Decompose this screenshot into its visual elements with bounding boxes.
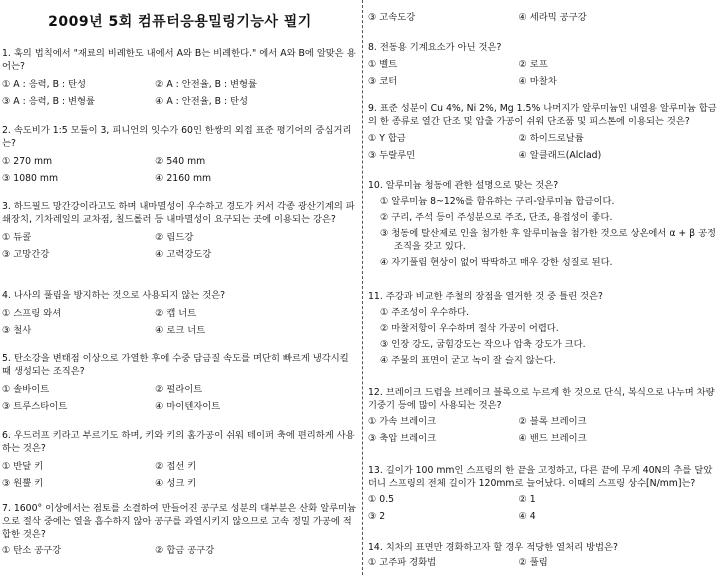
option-4[interactable]: ④ 4 [518, 511, 536, 522]
answer-options [368, 195, 718, 269]
question-13 [368, 464, 718, 523]
question-text: 1. 훅의 법칙에서 "재료의 비례한도 내에서 A와 B는 비례한다." 에서 A와 B에 알맞은 용어는? [2, 48, 356, 72]
option-2[interactable]: ② 림드강 [155, 232, 194, 243]
option-3[interactable]: ③ 인장 강도, 굽힘강도는 작으나 압축 강도가 크다. [380, 339, 586, 350]
answer-options [368, 556, 718, 569]
option-3[interactable]: ③ 청동에 탈산제로 인을 첨가한 후 알루미늄을 첨가한 것으로 상온에서 α + β 공정조직을 갖고 있다. [380, 228, 717, 252]
question-text: 4. 나사의 풀림을 방지하는 것으로 사용되지 않는 것은? [2, 290, 226, 301]
option-1[interactable]: ① 알루미늄 8~12%를 함유하는 구리-알루미늄 합금이다. [380, 196, 615, 207]
option-2[interactable]: ② 하이드로날륨 [518, 133, 584, 144]
question-5 [2, 352, 358, 413]
option-4[interactable]: ④ 밴드 브레이크 [518, 433, 587, 444]
answer-options [368, 493, 718, 523]
answer-options [2, 544, 358, 557]
option-2[interactable]: ② 풀림 [518, 557, 548, 568]
option-4[interactable]: ④ A : 안전율, B : 탄성 [155, 96, 249, 107]
option-3[interactable]: ③ 두랄루민 [368, 150, 416, 161]
option-2[interactable]: ② A : 안전율, B : 변형률 [155, 79, 257, 90]
question-4 [2, 289, 358, 337]
option-1[interactable]: ① 가속 브레이크 [368, 416, 437, 427]
option-2[interactable]: ② 펄라이트 [155, 384, 203, 395]
option-2[interactable]: ② 구리, 주석 등이 주성분으로 주조, 단조, 용접성이 좋다. [380, 212, 613, 223]
option-2[interactable]: ② 캡 너트 [155, 308, 197, 319]
answer-options [368, 11, 718, 24]
question-8 [368, 41, 718, 88]
question-12 [368, 386, 718, 445]
answer-options [2, 231, 358, 261]
question-text: 5. 탄소강을 변태점 이상으로 가열한 후에 수중 담금질 속도를 며단히 빠르게 냉각시킬 때 생성되는 조직은? [2, 353, 349, 377]
answer-options [368, 415, 718, 445]
option-4[interactable]: ④ 고력강도강 [155, 249, 212, 260]
question-text: 9. 표준 성분이 Cu 4%, Ni 2%, Mg 1.5% 나머지가 알루미늄인 내열용 알루미늄 합금의 한 종류로 열간 단조 및 압출 가공이 쉬워 단조품 및 피스톤에 이용되는 것은? [368, 103, 717, 127]
question-2 [2, 124, 358, 185]
option-1[interactable]: ① Y 합금 [368, 133, 406, 144]
answer-options [368, 306, 718, 367]
option-1[interactable]: ① A : 응력, B : 탄성 [2, 79, 86, 90]
question-text: 13. 길이가 100 mm인 스프링의 한 끝을 고정하고, 다른 끝에 무게 40N의 추를 달았더니 스프링의 전체 길이가 120mm로 늘어났다. 이때의 스프링 상수[N/mm]는? [368, 465, 713, 489]
option-2[interactable]: ② 합금 공구강 [155, 545, 215, 556]
option-1[interactable]: ① 고주파 경화법 [368, 557, 437, 568]
option-4[interactable]: ④ 마찰차 [518, 76, 557, 87]
answer-options [2, 307, 358, 337]
answer-options [2, 155, 358, 185]
option-3[interactable]: ③ 1080 mm [2, 173, 59, 184]
question-9 [368, 102, 718, 162]
answer-options [368, 58, 718, 88]
option-4[interactable]: ④ 주물의 표면이 굳고 녹이 잘 슬지 않는다. [380, 355, 556, 366]
option-2[interactable]: ② 블록 브레이크 [518, 416, 587, 427]
question-1 [2, 47, 358, 108]
option-2[interactable]: ② 접선 키 [155, 461, 197, 472]
question-7-continued [368, 11, 718, 24]
question-7 [2, 502, 358, 557]
question-3 [2, 200, 358, 261]
question-text: 10. 알루미늄 청동에 관한 설명으로 맞는 것은? [368, 180, 559, 191]
exam-title: 2009년 5회 컴퓨터응용밀링기능사 필기 [48, 14, 312, 30]
option-4[interactable]: ④ 로크 너트 [155, 325, 206, 336]
option-1[interactable]: ① 270 mm [2, 156, 53, 167]
answer-options [2, 460, 358, 490]
question-10 [368, 179, 718, 269]
option-3[interactable]: ③ 트루스타이트 [2, 401, 68, 412]
question-text: 7. 1600° 이상에서는 점토를 소결하여 만들어진 공구로 성분의 대부분은 산화 알루미늄으로 절삭 중에는 열을 흡수하지 않아 공구를 과열시키지 않으므로 고속 정밀 가공에 적합한 것은? [2, 503, 357, 540]
option-1[interactable]: ① 탄소 공구강 [2, 545, 62, 556]
option-2[interactable]: ② 1 [518, 494, 536, 505]
question-text: 11. 주강과 비교한 주철의 장점을 열거한 것 중 틀린 것은? [368, 291, 603, 302]
question-text: 14. 치차의 표면만 경화하고자 할 경우 적당한 열처리 방법은? [368, 542, 618, 553]
option-3[interactable]: ③ 원뿔 키 [2, 478, 44, 489]
option-4[interactable]: ④ 마이텐자이트 [155, 401, 221, 412]
option-2[interactable]: ② 마찰저항이 우수하며 절삭 가공이 어렵다. [380, 323, 559, 334]
question-14 [368, 541, 718, 569]
option-1[interactable]: ① 반달 키 [2, 461, 44, 472]
question-text: 3. 하드필드 망간강이라고도 하며 내마멸성이 우수하고 경도가 커서 각종 광산기계의 파쇄장치, 기차레일의 교차점, 칠드롤러 등 내마멸성이 요구되는 곳에 이용되는 강은? [2, 201, 355, 225]
option-3[interactable]: ③ 2 [368, 511, 386, 522]
option-1[interactable]: ① 듀콜 [2, 232, 32, 243]
question-11 [368, 290, 718, 367]
option-1[interactable]: ① 스프링 와셔 [2, 308, 62, 319]
option-3[interactable]: ③ 고망간강 [2, 249, 50, 260]
option-4[interactable]: ④ 성크 키 [155, 478, 197, 489]
question-6 [2, 429, 358, 490]
option-1[interactable]: ① 벨트 [368, 59, 398, 70]
question-text: 6. 우드러프 키라고 부르기도 하며, 키와 키의 홈가공이 쉬워 테이퍼 축에 편리하게 사용하는 것은? [2, 430, 355, 454]
option-4[interactable]: ④ 2160 mm [155, 173, 212, 184]
option-3[interactable]: ③ 고속도강 [368, 12, 416, 23]
answer-options [2, 78, 358, 108]
question-text: 12. 브레이크 드럼을 브레이크 블록으로 누르게 한 것으로 단식, 복식으로 나누며 차량 기중기 등에 많이 사용되는 것은? [368, 387, 715, 411]
option-2[interactable]: ② 540 mm [155, 156, 206, 167]
option-2[interactable]: ② 로프 [518, 59, 548, 70]
answer-options [2, 383, 358, 413]
question-text: 2. 속도비가 1:5 모듈이 3, 피니언의 잇수가 60인 한쌍의 외접 표준 평기어의 중심거리는? [2, 125, 352, 149]
option-3[interactable]: ③ 축압 브레이크 [368, 433, 437, 444]
option-3[interactable]: ③ A : 응력, B : 변형률 [2, 96, 95, 107]
answer-options [368, 132, 718, 162]
option-3[interactable]: ③ 코터 [368, 76, 398, 87]
option-1[interactable]: ① 주조성이 우수하다. [380, 307, 470, 318]
question-text: 8. 전동용 기계요소가 아닌 것은? [368, 42, 502, 53]
option-1[interactable]: ① 솔바이트 [2, 384, 50, 395]
option-4[interactable]: ④ 자기풀림 현상이 없어 딱딱하고 매우 강한 성질로 된다. [380, 257, 613, 268]
option-4[interactable]: ④ 알클래드(Alclad) [518, 150, 602, 161]
option-1[interactable]: ① 0.5 [368, 494, 395, 505]
option-4[interactable]: ④ 세라믹 공구강 [518, 12, 587, 23]
column-divider [362, 0, 363, 575]
option-3[interactable]: ③ 철사 [2, 325, 32, 336]
